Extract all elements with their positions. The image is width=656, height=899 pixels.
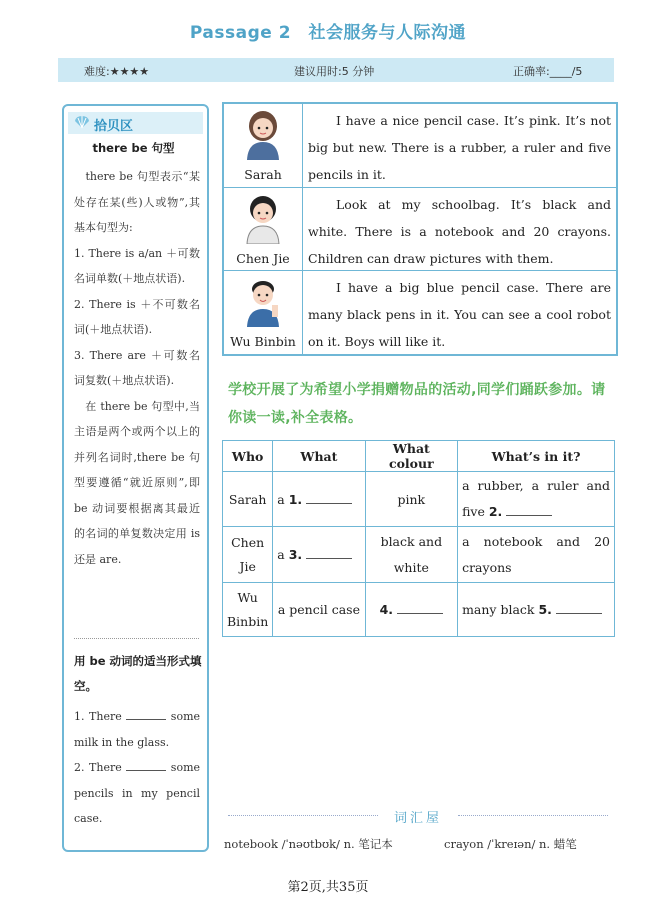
contents-cell: many black 5. [458, 583, 615, 637]
table-row [223, 583, 615, 637]
blank-number: 5. [538, 602, 552, 617]
vocabulary-title: 词汇屋 [393, 811, 442, 826]
blank-number: 1. [288, 491, 303, 507]
shell-icon [74, 115, 90, 129]
grammar-topic: there be 句型 [92, 141, 175, 155]
info-bar [58, 58, 614, 82]
answer-table [222, 440, 615, 637]
colour-cell [365, 583, 458, 637]
what-cell: a pencil case [273, 583, 365, 637]
passage-text: Look at my schoolbag. It’s black and white. There is a notebook and 20 crayons. Children can draw pictures with them. [308, 197, 611, 266]
vocab-entry: notebook /ˈnəʊtbʊk/ n. 笔记本 [224, 837, 393, 851]
passage-sarah [224, 104, 616, 187]
note-paragraph: there be 句型表示“某处存在某(些)人或物”,其基本句型为: [74, 170, 200, 234]
table-row [223, 472, 615, 527]
tips-sidebar [62, 104, 209, 852]
sidebar-heading: 拾贝区 [94, 119, 134, 134]
suggested-time: 建议用时:5 分钟 [294, 65, 375, 78]
column-header: What [273, 441, 365, 472]
passage-wu-binbin [224, 271, 616, 354]
passage-text: I have a big blue pencil case. There are many black pens in it. You can see a cool robot on it. Boys will like it. [308, 280, 611, 349]
contents-cell: a rubber, a ruler and five 2. [458, 472, 615, 527]
vocabulary-header [218, 806, 618, 826]
avatar [224, 104, 303, 187]
who-cell: Sarah [223, 472, 273, 527]
colour-cell: black and white [365, 527, 458, 583]
who-cell: Wu Binbin [223, 583, 273, 637]
exercise-item: 1. There some milk in the glass. [74, 710, 201, 749]
note-paragraph: 在 there be 句型中,当主语是两个或两个以上的并列名词时,there be 句型要遵循“就近原则”,即 be 动词要根据离其最近的名词的单复数决定用 is 还是 are. [74, 399, 200, 566]
what-cell: a 3. [273, 527, 365, 583]
colour-cell: pink [365, 472, 458, 527]
accuracy: 正确率:____/5 [513, 65, 583, 78]
avatar [224, 188, 303, 271]
sidebar-header [68, 112, 203, 134]
who-cell: Chen Jie [223, 527, 273, 583]
note-paragraph: 3. There are ＋可数名词复数(＋地点状语). [74, 348, 200, 387]
girl-icon [242, 110, 284, 160]
divider [458, 815, 608, 816]
column-header: What colour [365, 441, 458, 472]
answer-blank[interactable] [126, 709, 166, 720]
passage-chen-jie [224, 188, 616, 271]
page-title: Passage 2 社会服务与人际沟通 [189, 23, 467, 43]
exercise-list [74, 704, 200, 832]
answer-blank[interactable] [556, 603, 602, 614]
exercise-title: 用 be 动词的适当形式填空。 [74, 654, 202, 693]
girl-icon [242, 194, 284, 244]
speaker-name: Sarah [244, 167, 282, 182]
column-header: What’s in it? [458, 441, 615, 472]
note-paragraph: 1. There is a/an ＋可数名词单数(＋地点状语). [74, 246, 200, 285]
answer-blank[interactable] [306, 548, 352, 559]
difficulty: 难度:★★★★ [84, 65, 150, 78]
blank-number: 2. [488, 504, 503, 519]
blank-number: 3. [288, 547, 303, 562]
reading-passages [222, 102, 618, 356]
speaker-name: Chen Jie [236, 251, 290, 266]
exercise-item: 2. There some pencils in my pencil case. [74, 761, 201, 825]
answer-blank[interactable] [397, 603, 443, 614]
divider [228, 815, 378, 816]
note-paragraph: 2. There is ＋不可数名词(＋地点状语). [74, 297, 200, 336]
divider [74, 638, 199, 639]
speaker-name: Wu Binbin [230, 334, 296, 349]
blank-number: 4. [379, 602, 394, 617]
what-cell: a 1. [273, 472, 365, 527]
answer-blank[interactable] [506, 505, 552, 516]
vocab-entry: crayon /ˈkreɪən/ n. 蜡笔 [444, 837, 577, 851]
contents-cell: a notebook and 20 crayons [458, 527, 615, 583]
table-header-row [223, 441, 615, 472]
page-footer: 第2页,共35页 [287, 880, 369, 895]
column-header: Who [223, 441, 273, 472]
table-row [223, 527, 615, 583]
task-instruction: 学校开展了为希望小学捐赠物品的活动,同学们踊跃参加。请你读一读,补全表格。 [228, 382, 606, 426]
passage-text: I have a nice pencil case. It’s pink. It’s not big but new. There is a rubber, a ruler and five pencils in it. [308, 113, 611, 182]
boy-icon [242, 277, 284, 327]
grammar-notes [74, 164, 200, 572]
answer-blank[interactable] [126, 760, 166, 771]
avatar [224, 271, 303, 354]
answer-blank[interactable] [306, 493, 352, 504]
